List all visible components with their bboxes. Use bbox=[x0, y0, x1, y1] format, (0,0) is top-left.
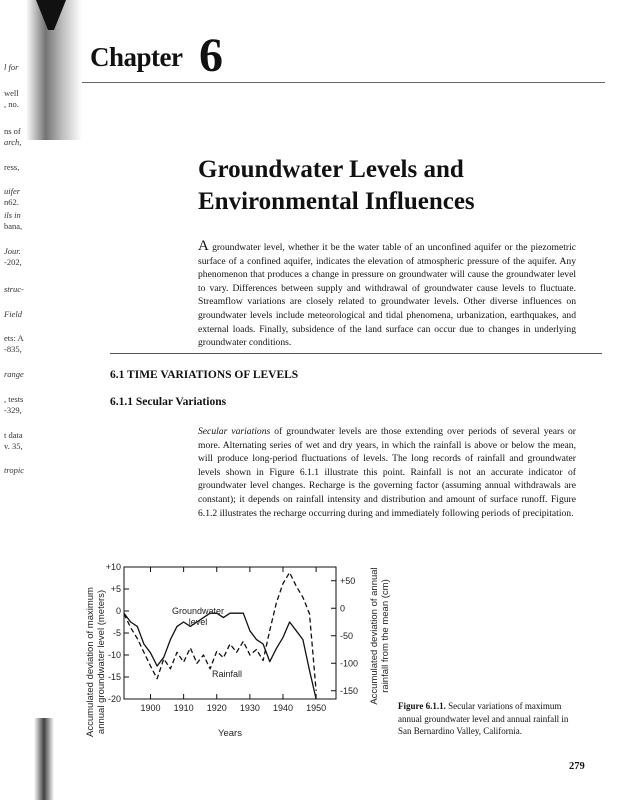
margin-fragment: -329, bbox=[4, 405, 22, 415]
drop-cap: A bbox=[198, 238, 209, 254]
body-text: of groundwater levels are those extending over periods of several years or more. Alternating series of wet and dry years, in which the rainfall is above or below the mean, will produce long-period fluctuations of levels. The long records of rainfall and groundwater levels shown in Figure 6.1.1 illustrate this point. Rainfall is not an accurate indicator of groundwater level changes. Recharge is the governing factor (assuming annual withdrawals are constant); it depends on rainfall intensity and distribution and amount of surface runoff. Figure 6.1.2 illustrates the recharge occurring during and immediately following periods of precipitation. bbox=[198, 426, 576, 519]
left-axis-tick-label: 0 bbox=[115, 606, 121, 616]
chapter-number: 6 bbox=[199, 29, 223, 82]
plot-frame bbox=[124, 567, 336, 699]
right-axis-tick-label: -50 bbox=[340, 630, 354, 641]
x-axis-tick-label: 1900 bbox=[140, 703, 161, 713]
margin-fragment: well bbox=[4, 88, 19, 98]
section-heading: 6.1 TIME VARIATIONS OF LEVELS bbox=[110, 369, 299, 381]
figure-chart bbox=[80, 558, 400, 790]
section-rule bbox=[110, 353, 602, 354]
groundwater-level-line bbox=[124, 613, 316, 699]
margin-fragment: n62. bbox=[4, 197, 19, 207]
page-number: 279 bbox=[569, 761, 585, 772]
left-axis-tick-label: -5 bbox=[112, 628, 121, 638]
series-label-groundwater-line-1: Groundwater bbox=[171, 606, 225, 616]
margin-fragment: struc- bbox=[4, 284, 24, 294]
margin-fragment: range bbox=[4, 369, 24, 379]
figure-caption-text: Secular variations of maximum annual groundwater level and annual rainfall in San Bernardino Valley, California. bbox=[398, 701, 569, 736]
intro-paragraph bbox=[198, 240, 576, 350]
right-axis-tick-label: +50 bbox=[340, 575, 356, 586]
x-axis-tick-label: 1950 bbox=[306, 703, 327, 713]
margin-fragment: ils in bbox=[4, 210, 21, 220]
chapter-label: Chapter bbox=[90, 42, 183, 72]
margin-fragment: arch, bbox=[4, 137, 22, 147]
margin-fragment: , tests bbox=[4, 394, 24, 404]
figure-caption-label: Figure 6.1.1. bbox=[398, 701, 446, 711]
margin-fragment: tropic bbox=[4, 465, 24, 475]
left-axis-label-line-2: annual groundwater level (meters) bbox=[96, 589, 107, 735]
series-label-rainfall: Rainfall bbox=[211, 669, 243, 679]
margin-fragment: -202, bbox=[4, 257, 22, 267]
margin-fragment: ns of bbox=[4, 126, 21, 136]
margin-fragment: Field bbox=[4, 309, 22, 319]
margin-fragment: t data bbox=[4, 430, 23, 440]
binding-shadow-bottom bbox=[34, 718, 54, 800]
figure-caption bbox=[398, 700, 583, 738]
right-axis-tick-label: -150 bbox=[340, 685, 359, 696]
margin-fragment: ets: A bbox=[4, 333, 24, 343]
left-axis-tick-label: +10 bbox=[105, 562, 121, 572]
right-axis-label-line-2: rainfall from the mean (cm) bbox=[380, 579, 391, 693]
chapter-title-line-1: Groundwater Levels and bbox=[198, 156, 464, 183]
margin-fragment: l for bbox=[4, 62, 19, 72]
x-axis-label: Years bbox=[218, 728, 242, 739]
left-axis-tick-label: -15 bbox=[107, 672, 121, 682]
right-axis-tick-label: -100 bbox=[340, 658, 359, 669]
margin-fragment: bana, bbox=[4, 221, 23, 231]
intro-text: groundwater level, whether it be the water table of an unconfined aquifer or the piezometric surface of a confined aquifer, indicates the elevation of atmospheric pressure of the aquifer. Any phenomenon that produces a change in pressure on groundwater will cause the groundwater level to vary. Differences between supply and withdrawal of groundwater cause levels to fluctuate. Streamflow variations are closely related to groundwater levels. Other diverse influences on groundwater levels include meteorological and tidal phenomena, urbanization, earthquakes, and external loads. Finally, subsidence of the land surface can occur due to changes in underlying groundwater conditions. bbox=[198, 242, 576, 349]
margin-fragment: uifer bbox=[4, 186, 21, 196]
x-axis-tick-label: 1940 bbox=[272, 703, 294, 713]
left-axis-tick-label: -10 bbox=[107, 650, 121, 660]
defined-term: Secular variations bbox=[198, 426, 271, 437]
margin-fragment: v. 35, bbox=[4, 441, 23, 451]
chapter-rule bbox=[82, 82, 605, 83]
margin-fragment: Jour. bbox=[4, 246, 21, 256]
subsection-heading: 6.1.1 Secular Variations bbox=[110, 396, 227, 408]
x-axis-tick-label: 1910 bbox=[173, 703, 194, 713]
right-axis-tick-label: 0 bbox=[340, 603, 346, 614]
left-axis-label-line-1: Accumulated deviation of maximum bbox=[85, 587, 96, 737]
left-axis-tick-label: +5 bbox=[110, 584, 121, 594]
series-label-groundwater-line-2: level bbox=[188, 617, 208, 627]
body-paragraph bbox=[198, 425, 576, 520]
margin-fragment: ress, bbox=[4, 162, 20, 172]
x-axis-tick-label: 1930 bbox=[239, 703, 260, 713]
right-axis-label-line-1: Accumulated deviation of annual bbox=[369, 567, 380, 705]
margin-fragment: -835, bbox=[4, 344, 22, 354]
x-axis-tick-label: 1920 bbox=[206, 703, 227, 713]
margin-fragment: , no. bbox=[4, 99, 19, 109]
left-axis-tick-label: -20 bbox=[107, 694, 121, 704]
chapter-title-line-2: Environmental Influences bbox=[198, 188, 475, 215]
